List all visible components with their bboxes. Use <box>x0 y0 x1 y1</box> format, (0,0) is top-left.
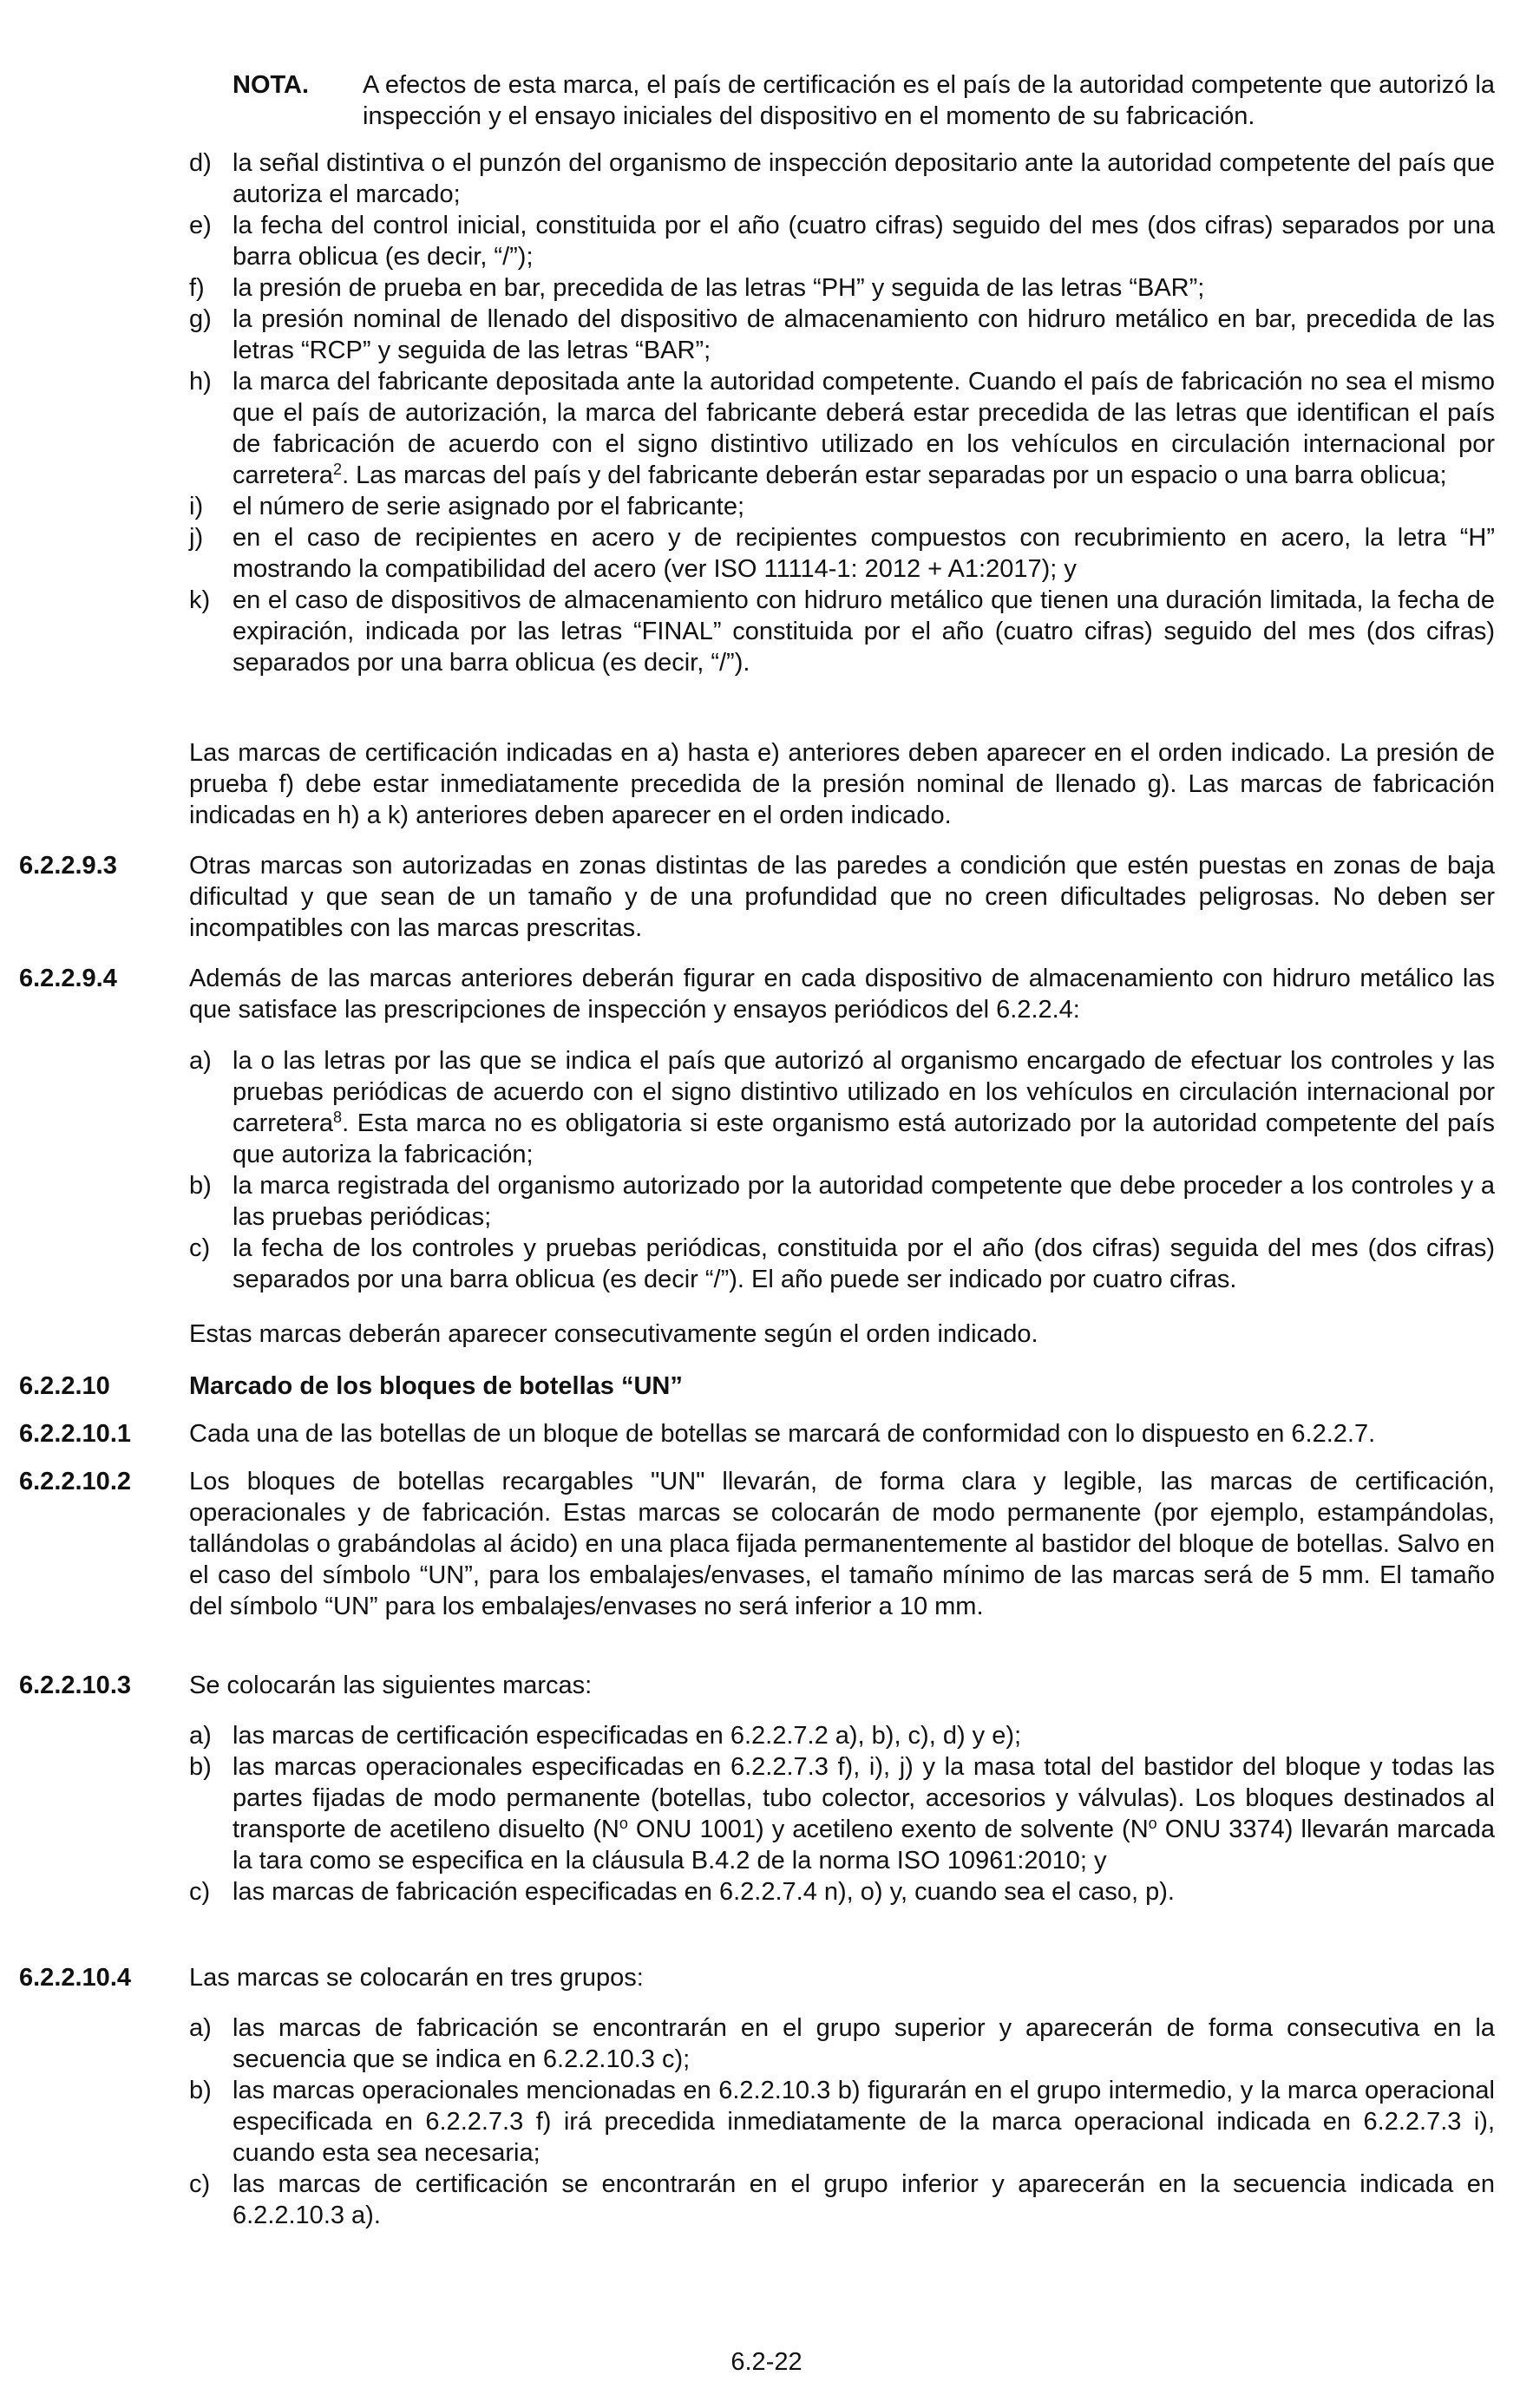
list-item: j) en el caso de recipientes en acero y de recipientes compuestos con recubrimiento en acero, la letra “H” mostrando la compatibilidad del acero (ver ISO 11114-1: 2012 + A1:2017); y <box>189 524 1495 583</box>
section-6-2-2-9-3 <box>19 850 1495 944</box>
list-item: i) el número de serie asignado por el fabricante; <box>189 493 745 520</box>
list-item: a) las marcas de fabricación se encontrarán en el grupo superior y aparecerán de forma consecutiva en la secuencia que se indica en 6.2.2.10.3 c); <box>189 2014 1495 2073</box>
section-6-2-2-10-2 <box>19 1466 1495 1622</box>
list-item: c) las marcas de fabricación especificadas en 6.2.2.7.4 n), o) y, cuando sea el caso, p). <box>189 1878 1175 1906</box>
list-item: b) la marca registrada del organismo autorizado por la autoridad competente que debe proceder a los controles y a las pruebas periódicas; <box>189 1172 1495 1231</box>
list-item: h) la marca del fabricante depositada ante la autoridad competente. Cuando el país de fabricación no sea el mismo que el país de autorización, la marca del fabricante deberá estar precedida de las letras que identifican el país de fabricación de acuerdo con el signo distintivo utilizado en los vehículos en circulación internacional por carretera$^2$. Las marcas del país y del fabricante deberán estar separadas por un espacio o una barra oblicua; <box>189 368 1495 489</box>
list-item: f) la presión de prueba en bar, precedida de las letras “PH” y seguida de las letras “BAR”; <box>189 274 1205 302</box>
section-number: 6.2.2.10 <box>19 1372 110 1400</box>
section-6-2-2-10 <box>19 1371 1495 1402</box>
list-item: c) la fecha de los controles y pruebas periódicas, constituida por el año (dos cifras) seguida del mes (dos cifras) separados por una barra oblicua (es decir “/”). El año puede ser indicado por cuatro cifras. <box>189 1234 1495 1293</box>
note-block <box>233 69 1495 132</box>
section-6-2-2-10-1 <box>19 1418 1495 1449</box>
list-item: g) la presión nominal de llenado del dispositivo de almacenamiento con hidruro metálico en bar, precedida de las letras “RCP” y seguida de las letras “BAR”; <box>189 305 1495 364</box>
page-number: 6.2-22 <box>730 2348 803 2376</box>
section-title: Marcado de los bloques de botellas “UN” <box>189 1372 683 1400</box>
bundle-marking-list <box>189 1720 1495 1907</box>
footnote-ref: 2 <box>333 461 343 478</box>
footnote-ref: 8 <box>333 1109 343 1126</box>
list-item: a) las marcas de certificación especificadas en 6.2.2.7.2 a), b), c), d) y e); <box>189 1722 1022 1750</box>
section-number: 6.2.2.10.2 <box>19 1468 131 1495</box>
list-item: d) la señal distintiva o el punzón del organismo de inspección depositario ante la autoridad competente del país que autoriza el marcado; <box>189 149 1495 208</box>
section-number: 6.2.2.9.3 <box>19 852 117 880</box>
list-item: e) la fecha del control inicial, constituida por el año (cuatro cifras) seguido del mes (dos cifras) separados por una barra oblicua (es decir, “/”); <box>189 212 1495 271</box>
section-text: Los bloques de botellas recargables "UN" llevarán, de forma clara y legible, las marcas de certificación, operacionales y de fabricación. Estas marcas se colocarán de modo permanente (por ejemplo, estampándolas, tallándolas o grabándolas al ácido) en una placa fijada permanentemente al bastidor del bloque de botellas. Salvo en el caso del símbolo “UN”, para los embalajes/envases, el tamaño mínimo de las marcas será de 5 mm. El tamaño del símbolo “UN” para los embalajes/envases no será inferior a 10 mm. <box>189 1468 1495 1620</box>
section-text: Se colocarán las siguientes marcas: <box>189 1672 593 1699</box>
marking-groups-list <box>189 2012 1495 2231</box>
section-number: 6.2.2.10.1 <box>19 1420 131 1448</box>
note-text: A efectos de esta marca, el país de certificación es el país de la autoridad competente que autorizó la inspección y el ensayo iniciales del dispositivo en el momento de su fabricación. <box>363 71 1495 130</box>
note-label: NOTA. <box>233 71 310 99</box>
section-6-2-2-9-4 <box>19 963 1495 1025</box>
section-number: 6.2.2.9.4 <box>19 965 117 992</box>
list-item: c) las marcas de certificación se encontrarán en el grupo inferior y aparecerán en la secuencia indicada en 6.2.2.10.3 a). <box>189 2170 1495 2229</box>
list-item: b) las marcas operacionales especificadas en 6.2.2.7.3 f), i), j) y la masa total del bastidor del bloque y todas las partes fijadas de modo permanente (botellas, tubo colector, accesorios y válvulas). Los bloques destinados al transporte de acetileno disuelto ($N^o$ ONU 1001) y acetileno exento de solvente ($N^o$ ONU 3374) llevarán marcada la tara como se especifica en la cláusula B.4.2 de la norma ISO 10961:2010; y <box>189 1753 1495 1875</box>
list-item: k) en el caso de dispositivos de almacenamiento con hidruro metálico que tienen una duración limitada, la fecha de expiración, indicada por las letras “FINAL” constituida por el año (cuatro cifras) seguido del mes (dos cifras) separados por una barra oblicua (es decir, “/”). <box>189 586 1495 677</box>
paragraph-order: Las marcas de certificación indicadas en a) hasta e) anteriores deben aparecer en el orden indicado. La presión de prueba f) debe estar inmediatamente precedida de la presión nominal de llenado g). Las marcas de fabricación indicadas en h) a k) anteriores deben aparecer en el orden indicado. <box>189 739 1495 829</box>
section-text: Cada una de las botellas de un bloque de botellas se marcará de conformidad con lo dispuesto en 6.2.2.7. <box>189 1420 1376 1448</box>
section-number: 6.2.2.10.4 <box>19 1964 131 1992</box>
periodic-marking-list <box>189 1045 1495 1295</box>
section-text: Las marcas se colocarán en tres grupos: <box>189 1964 644 1992</box>
paragraph-consecutive: Estas marcas deberán aparecer consecutivamente según el orden indicado. <box>189 1320 1038 1348</box>
marking-list-d-k <box>189 147 1495 678</box>
section-6-2-2-10-3 <box>19 1670 1495 1701</box>
section-number: 6.2.2.10.3 <box>19 1672 131 1699</box>
list-item: a) la o las letras por las que se indica el país que autorizó al organismo encargado de efectuar los controles y las pruebas periódicas de acuerdo con el signo distintivo utilizado en los vehículos en circulación internacional por carretera$^8$. Esta marca no es obligatoria si este organismo está autorizado por la autoridad competente del país que autoriza la fabricación; <box>189 1047 1495 1168</box>
section-text: Además de las marcas anteriores deberán figurar en cada dispositivo de almacenamiento con hidruro metálico las que satisface las prescripciones de inspección y ensayos periódicos del 6.2.2.4: <box>189 965 1495 1024</box>
list-item: b) las marcas operacionales mencionadas en 6.2.2.10.3 b) figurarán en el grupo intermedio, y la marca operacional especificada en 6.2.2.7.3 f) irá precedida inmediatamente de la marca operacional indicada en 6.2.2.7.3 i), cuando esta sea necesaria; <box>189 2077 1495 2167</box>
section-6-2-2-10-4 <box>19 1962 1495 1993</box>
section-text: Otras marcas son autorizadas en zonas distintas de las paredes a condición que estén puestas en zonas de baja dificultad y que sean de un tamaño y de una profundidad que no creen dificultades peligrosas. No deben ser incompatibles con las marcas prescritas. <box>189 852 1495 942</box>
